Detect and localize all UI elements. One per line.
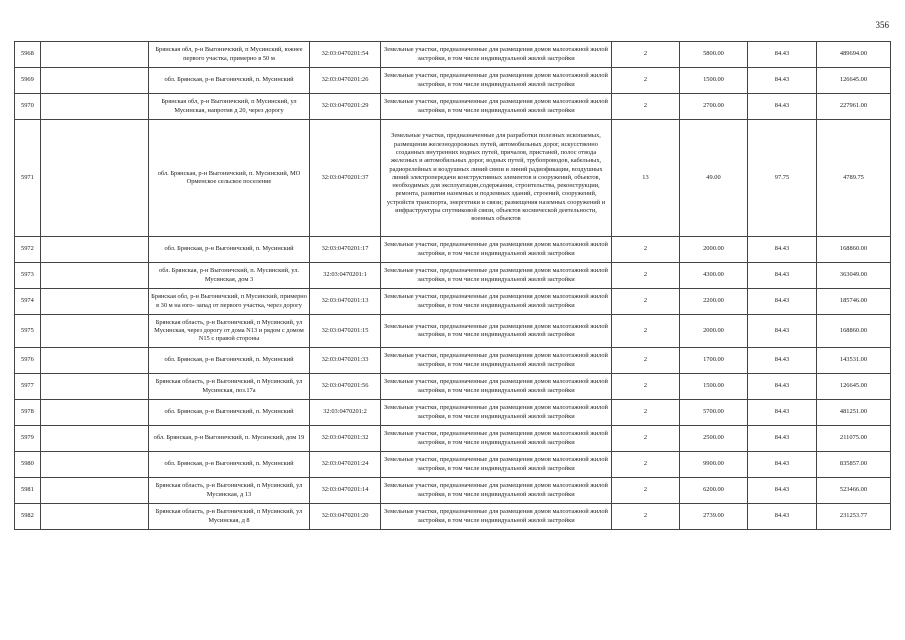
table-row xyxy=(15,42,891,68)
row-number: 5978 xyxy=(15,400,41,426)
row-number: 5975 xyxy=(15,315,41,348)
cadastral-value-cell: 835857.00 xyxy=(817,452,891,478)
table-row xyxy=(15,68,891,94)
group-cell: 2 xyxy=(612,374,680,400)
area-cell: 6200.00 xyxy=(680,478,748,504)
address-cell: Брянская область, р-н Выгоничский, п Мусинский, ул Мусинская, д 13 xyxy=(149,478,310,504)
group-cell: 2 xyxy=(612,237,680,263)
address-cell: обл. Брянская, р-н Выгоничский, п. Мусинский, МО Орменское сельское поселение xyxy=(149,120,310,237)
blank-cell xyxy=(41,42,149,68)
cadastral-value-cell: 363049.00 xyxy=(817,263,891,289)
land-use-cell: Земельные участки, предназначенные для размещения домов малоэтажной жилой застройки, в том числе индивидуальной жилой застройки xyxy=(381,237,612,263)
address-cell: Брянская область, р-н Выгоничский, п Мусинский, ул Мусинская, через дорогу от дома N13 и рядом с домом N15 с правой стороны xyxy=(149,315,310,348)
cadastral-value-cell: 231253.77 xyxy=(817,504,891,530)
group-cell: 2 xyxy=(612,263,680,289)
cadastral-number-cell: 32:03:0470201:37 xyxy=(310,120,381,237)
group-cell: 2 xyxy=(612,289,680,315)
area-cell: 2000.00 xyxy=(680,237,748,263)
group-cell: 2 xyxy=(612,478,680,504)
cadastral-value-cell: 211075.00 xyxy=(817,426,891,452)
group-cell: 2 xyxy=(612,68,680,94)
cadastral-number-cell: 32:03:0470201:15 xyxy=(310,315,381,348)
cadastral-number-cell: 32:03:0470201:54 xyxy=(310,42,381,68)
land-use-cell: Земельные участки, предназначенные для размещения домов малоэтажной жилой застройки, в том числе индивидуальной жилой застройки xyxy=(381,452,612,478)
table-row xyxy=(15,94,891,120)
cadastral-number-cell: 32:03:0470201:56 xyxy=(310,374,381,400)
row-number: 5973 xyxy=(15,263,41,289)
cadastral-value-cell: 126645.00 xyxy=(817,68,891,94)
area-cell: 2000.00 xyxy=(680,315,748,348)
table-row xyxy=(15,289,891,315)
land-use-cell: Земельные участки, предназначенные для размещения домов малоэтажной жилой застройки, в том числе индивидуальной жилой застройки xyxy=(381,478,612,504)
group-cell: 2 xyxy=(612,452,680,478)
area-cell: 2500.00 xyxy=(680,426,748,452)
row-number: 5980 xyxy=(15,452,41,478)
cadastral-value-cell: 168860.00 xyxy=(817,237,891,263)
group-cell: 2 xyxy=(612,94,680,120)
area-cell: 1700.00 xyxy=(680,348,748,374)
area-cell: 1500.00 xyxy=(680,374,748,400)
rate-cell: 84.43 xyxy=(748,289,817,315)
rate-cell: 84.43 xyxy=(748,426,817,452)
blank-cell xyxy=(41,237,149,263)
address-cell: Брянская область, р-н Выгоничский, п Мусинский, ул Мусинская, д 8 xyxy=(149,504,310,530)
land-use-cell: Земельные участки, предназначенные для разработки полезных ископаемых, размещения железнодорожных путей, автомобильных дорог, искусственно созданных внутренних водных путей, причалов, пристаней, полос отвода железных и автомобильных дорог, водных путей, трубопроводов, кабельных, радиорелейных и воздушных линий связи и линий радиофикации, воздушных линий электропередачи конструктивных элементов и сооружений, объектов, необходимых для эксплуатации,содержания, строительства, реконструкции, ремонта, развития наземных и подземных зданий, строений, сооружений, устройств транспорта, энергетики и связи; размещения наземных сооружений и инфраструктуры спутниковой связи, объектов космической деятельности, военных объектов xyxy=(381,120,612,237)
table-row xyxy=(15,452,891,478)
cadastral-value-cell: 481251.00 xyxy=(817,400,891,426)
row-number: 5969 xyxy=(15,68,41,94)
blank-cell xyxy=(41,478,149,504)
rate-cell: 97.75 xyxy=(748,120,817,237)
cadastral-value-cell: 143531.00 xyxy=(817,348,891,374)
cadastral-value-cell: 4789.75 xyxy=(817,120,891,237)
cadastral-number-cell: 32:03:0470201:33 xyxy=(310,348,381,374)
cadastral-number-cell: 32:03:0470201:14 xyxy=(310,478,381,504)
land-registry-table xyxy=(14,41,891,530)
group-cell: 2 xyxy=(612,315,680,348)
cadastral-number-cell: 32:03:0470201:29 xyxy=(310,94,381,120)
table-row xyxy=(15,374,891,400)
rate-cell: 84.43 xyxy=(748,68,817,94)
blank-cell xyxy=(41,400,149,426)
address-cell: обл. Брянская, р-н Выгоничский, п. Мусинский xyxy=(149,452,310,478)
address-cell: обл. Брянская, р-н Выгоничский, п. Мусинский, дом 19 xyxy=(149,426,310,452)
table-row xyxy=(15,400,891,426)
table-row xyxy=(15,120,891,237)
rate-cell: 84.43 xyxy=(748,263,817,289)
blank-cell xyxy=(41,94,149,120)
rate-cell: 84.43 xyxy=(748,478,817,504)
row-number: 5968 xyxy=(15,42,41,68)
land-use-cell: Земельные участки, предназначенные для размещения домов малоэтажной жилой застройки, в том числе индивидуальной жилой застройки xyxy=(381,289,612,315)
row-number: 5974 xyxy=(15,289,41,315)
rate-cell: 84.43 xyxy=(748,94,817,120)
group-cell: 2 xyxy=(612,426,680,452)
blank-cell xyxy=(41,348,149,374)
area-cell: 1500.00 xyxy=(680,68,748,94)
cadastral-value-cell: 227961.00 xyxy=(817,94,891,120)
group-cell: 2 xyxy=(612,42,680,68)
area-cell: 2200.00 xyxy=(680,289,748,315)
table-row xyxy=(15,478,891,504)
table-row xyxy=(15,263,891,289)
land-use-cell: Земельные участки, предназначенные для размещения домов малоэтажной жилой застройки, в том числе индивидуальной жилой застройки xyxy=(381,68,612,94)
area-cell: 2739.00 xyxy=(680,504,748,530)
rate-cell: 84.43 xyxy=(748,504,817,530)
blank-cell xyxy=(41,504,149,530)
area-cell: 2700.00 xyxy=(680,94,748,120)
blank-cell xyxy=(41,289,149,315)
rate-cell: 84.43 xyxy=(748,348,817,374)
address-cell: обл. Брянская, р-н Выгоничский, п. Мусинский xyxy=(149,348,310,374)
row-number: 5977 xyxy=(15,374,41,400)
blank-cell xyxy=(41,426,149,452)
cadastral-number-cell: 32:03:0470201:2 xyxy=(310,400,381,426)
cadastral-value-cell: 489694.00 xyxy=(817,42,891,68)
area-cell: 5700.00 xyxy=(680,400,748,426)
address-cell: обл. Брянская, р-н Выгоничский, п. Мусинский xyxy=(149,400,310,426)
cadastral-value-cell: 523466.00 xyxy=(817,478,891,504)
rate-cell: 84.43 xyxy=(748,315,817,348)
land-use-cell: Земельные участки, предназначенные для размещения домов малоэтажной жилой застройки, в том числе индивидуальной жилой застройки xyxy=(381,374,612,400)
group-cell: 2 xyxy=(612,348,680,374)
table-body xyxy=(15,42,891,530)
row-number: 5979 xyxy=(15,426,41,452)
group-cell: 2 xyxy=(612,400,680,426)
cadastral-number-cell: 32:03:0470201:20 xyxy=(310,504,381,530)
address-cell: обл. Брянская, р-н Выгоничский, п. Мусинский xyxy=(149,68,310,94)
address-cell: обл. Брянская, р-н Выгоничский, п. Мусинский xyxy=(149,237,310,263)
land-use-cell: Земельные участки, предназначенные для размещения домов малоэтажной жилой застройки, в том числе индивидуальной жилой застройки xyxy=(381,263,612,289)
table-row xyxy=(15,426,891,452)
blank-cell xyxy=(41,374,149,400)
area-cell: 49.00 xyxy=(680,120,748,237)
address-cell: Брянская обл, р-н Выгоничский, п Мусинский, примерно в 30 м на юго- запад от первого участка, через дорогу xyxy=(149,289,310,315)
land-use-cell: Земельные участки, предназначенные для размещения домов малоэтажной жилой застройки, в том числе индивидуальной жилой застройки xyxy=(381,400,612,426)
row-number: 5982 xyxy=(15,504,41,530)
table-row xyxy=(15,315,891,348)
cadastral-number-cell: 32:03:0470201:13 xyxy=(310,289,381,315)
blank-cell xyxy=(41,120,149,237)
group-cell: 13 xyxy=(612,120,680,237)
land-use-cell: Земельные участки, предназначенные для размещения домов малоэтажной жилой застройки, в том числе индивидуальной жилой застройки xyxy=(381,348,612,374)
address-cell: обл. Брянская, р-н Выгоничский, п. Мусинский, ул. Мусинская, дом 3 xyxy=(149,263,310,289)
blank-cell xyxy=(41,68,149,94)
cadastral-number-cell: 32:03:0470201:32 xyxy=(310,426,381,452)
address-cell: Брянская обл, р-н Выгоничский, п Мусинский, ул Мусинская, напротив д 20, через дорогу xyxy=(149,94,310,120)
cadastral-value-cell: 168860.00 xyxy=(817,315,891,348)
cadastral-number-cell: 32:03:0470201:17 xyxy=(310,237,381,263)
land-use-cell: Земельные участки, предназначенные для размещения домов малоэтажной жилой застройки, в том числе индивидуальной жилой застройки xyxy=(381,42,612,68)
cadastral-number-cell: 32:03:0470201:26 xyxy=(310,68,381,94)
table-row xyxy=(15,504,891,530)
rate-cell: 84.43 xyxy=(748,237,817,263)
page-number: 356 xyxy=(875,20,889,30)
rate-cell: 84.43 xyxy=(748,400,817,426)
rate-cell: 84.43 xyxy=(748,42,817,68)
land-use-cell: Земельные участки, предназначенные для размещения домов малоэтажной жилой застройки, в том числе индивидуальной жилой застройки xyxy=(381,315,612,348)
rate-cell: 84.43 xyxy=(748,452,817,478)
blank-cell xyxy=(41,263,149,289)
row-number: 5970 xyxy=(15,94,41,120)
land-use-cell: Земельные участки, предназначенные для размещения домов малоэтажной жилой застройки, в том числе индивидуальной жилой застройки xyxy=(381,94,612,120)
area-cell: 5800.00 xyxy=(680,42,748,68)
blank-cell xyxy=(41,452,149,478)
address-cell: Брянская область, р-н Выгоничский, п Мусинский, ул Мусинская, поз.17а xyxy=(149,374,310,400)
cadastral-number-cell: 32:03:0470201:24 xyxy=(310,452,381,478)
land-use-cell: Земельные участки, предназначенные для размещения домов малоэтажной жилой застройки, в том числе индивидуальной жилой застройки xyxy=(381,504,612,530)
row-number: 5971 xyxy=(15,120,41,237)
rate-cell: 84.43 xyxy=(748,374,817,400)
row-number: 5972 xyxy=(15,237,41,263)
row-number: 5976 xyxy=(15,348,41,374)
address-cell: Брянская обл, р-н Выгоничский, п Мусинский, южнее первого участка, примерно в 50 м xyxy=(149,42,310,68)
area-cell: 4300.00 xyxy=(680,263,748,289)
cadastral-number-cell: 32:03:0470201:1 xyxy=(310,263,381,289)
land-use-cell: Земельные участки, предназначенные для размещения домов малоэтажной жилой застройки, в том числе индивидуальной жилой застройки xyxy=(381,426,612,452)
group-cell: 2 xyxy=(612,504,680,530)
table-row xyxy=(15,237,891,263)
area-cell: 9900.00 xyxy=(680,452,748,478)
blank-cell xyxy=(41,315,149,348)
cadastral-value-cell: 126645.00 xyxy=(817,374,891,400)
table-row xyxy=(15,348,891,374)
cadastral-value-cell: 185746.00 xyxy=(817,289,891,315)
row-number: 5981 xyxy=(15,478,41,504)
